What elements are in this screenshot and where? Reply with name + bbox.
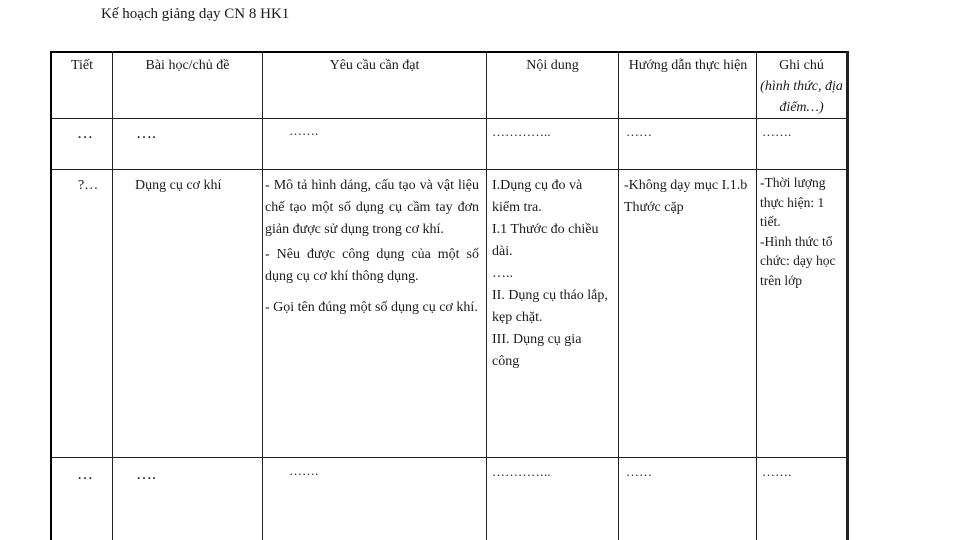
row1-noi-dung: ………….. <box>492 124 551 139</box>
row1-yeu-cau: ……. <box>289 123 319 138</box>
table-top-border <box>50 51 847 53</box>
requirement-item: - Gọi tên đúng một số dụng cụ cơ khí. <box>265 300 478 315</box>
note-item: -Thời lượng thực hiện: 1 tiết. <box>760 175 826 229</box>
header-tiet: Tiết <box>70 58 94 73</box>
col-divider-3 <box>486 51 487 540</box>
row2-bai-hoc: Dụng cụ cơ khí <box>135 178 222 193</box>
row2-bottom-border <box>50 457 847 458</box>
header-bottom-border <box>50 118 847 119</box>
row2-noi-dung <box>492 175 612 373</box>
header-ghi-chu-title: Ghi chú <box>779 58 824 73</box>
header-noi-dung: Nội dung <box>526 58 579 73</box>
row1-bai-hoc: …. <box>136 125 156 142</box>
note-item: -Hình thức tổ chức: dạy học trên lớp <box>760 233 836 288</box>
row1-bottom-border <box>50 169 847 170</box>
document-title: Kế hoạch giảng dạy CN 8 HK1 <box>101 6 290 22</box>
row3-noi-dung: ………….. <box>492 464 551 479</box>
requirement-item: - Nêu được công dụng của một số dụng cụ cơ khí thông dụng. <box>265 247 479 284</box>
row2-yeu-cau <box>265 175 479 319</box>
content-item: ….. <box>492 266 513 281</box>
row3-bai-hoc: …. <box>136 466 156 483</box>
requirement-item: - Mô tả hình dáng, cấu tạo và vật liệu chế tạo một số dụng cụ cầm tay đơn giản được sử dụng trong cơ khí. <box>265 178 479 237</box>
header-bai-hoc: Bài học/chủ đề <box>145 58 230 73</box>
table-right-border <box>846 51 849 540</box>
header-yeu-cau: Yêu cầu cần đạt <box>329 58 420 73</box>
row3-ghi-chu: ……. <box>762 464 792 479</box>
col-divider-4 <box>618 51 619 540</box>
row1-huong-dan: …… <box>626 124 652 139</box>
header-huong-dan: Hướng dẫn thực hiện <box>628 58 748 73</box>
row2-tiet: ?… <box>78 178 99 193</box>
col-divider-1 <box>112 51 113 540</box>
col-divider-2 <box>262 51 263 540</box>
table-left-border <box>50 51 52 540</box>
content-item: I.1 Thước đo chiều dài. <box>492 222 599 259</box>
row3-tiet: … <box>77 466 93 483</box>
row3-yeu-cau: ……. <box>289 463 319 478</box>
row3-huong-dan: …… <box>626 464 652 479</box>
content-item: I.Dụng cụ đo và kiểm tra. <box>492 178 583 215</box>
row2-huong-dan: -Không dạy mục I.1.b Thước cặp <box>624 178 748 215</box>
row1-ghi-chu: ……. <box>762 124 792 139</box>
content-item: III. Dụng cụ gia công <box>492 332 582 369</box>
header-ghi-chu-note: (hình thức, địa điểm…) <box>760 79 843 115</box>
content-item: II. Dụng cụ tháo lắp, kẹp chặt. <box>492 288 608 325</box>
col-divider-5 <box>756 51 757 540</box>
row1-tiet: … <box>77 125 93 142</box>
row2-ghi-chu <box>760 173 844 290</box>
header-ghi-chu <box>757 55 846 118</box>
